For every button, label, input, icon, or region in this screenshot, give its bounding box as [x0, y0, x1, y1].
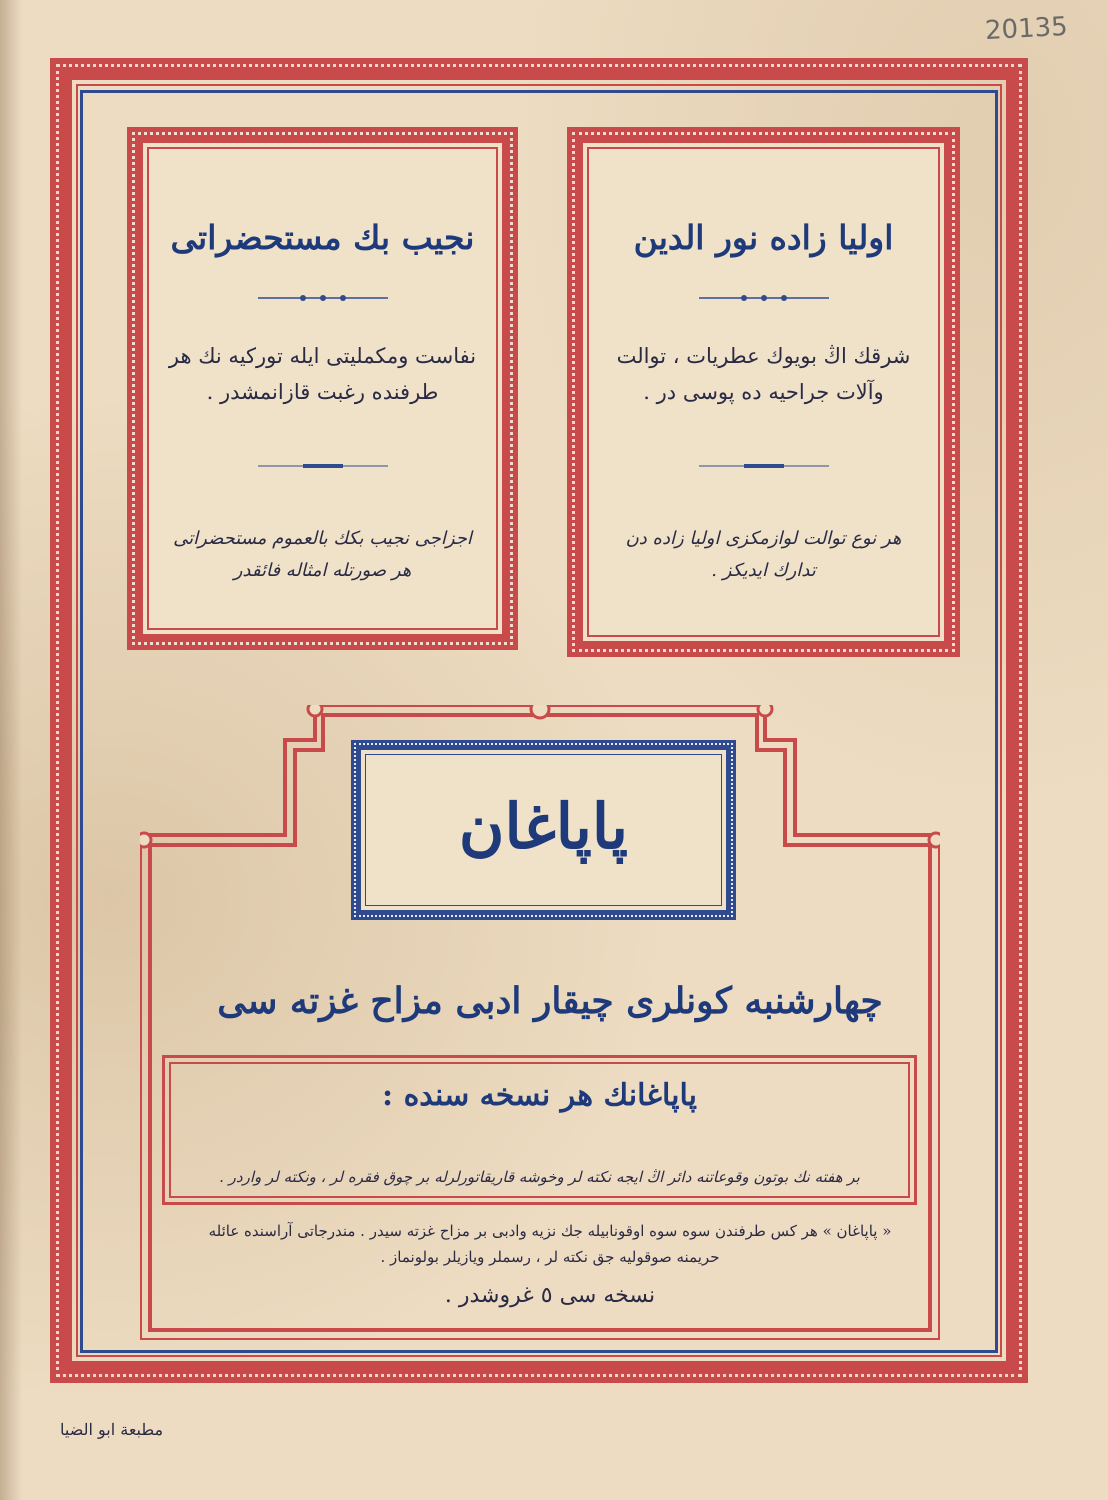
short-divider: [699, 463, 829, 469]
ad-title: نجيب بك مستحضراتى: [170, 218, 475, 257]
ad-necib-bey: [127, 127, 518, 650]
masthead-subtitle: چهارشنبه كونلرى چيقار ادبى مزاح غزته سى: [217, 980, 883, 1022]
short-divider: [258, 463, 388, 469]
ad-evliya-zade: [567, 127, 960, 657]
ad-text: شرقك اڭ بويوك عطريات ، توالت وآلات جراحيه ده پوسى در .: [616, 344, 911, 404]
printer-imprint: مطبعة ابو الضيا: [60, 1420, 164, 1439]
ornament-divider: [699, 291, 829, 305]
ad-note: اجزاجى نجيب بكك بالعموم مستحضراتى هر صورتله امثاله فائقدر: [173, 528, 472, 581]
content-box: [162, 1055, 917, 1205]
binding-shadow: [0, 0, 22, 1500]
ad-note: هر نوع توالت لوازمكزى اوليا زاده دن تدارك ايديكز .: [625, 528, 902, 581]
price-line: نسخه سى ٥ غروشدر .: [444, 1283, 656, 1308]
footer-line-1: « پاپاغان » هر كس طرفندن سوه سوه اوقونابيله جك نزيه وادبى بر مزاح غزته سيدر . مندرجاتى آراسنده عائله: [208, 1222, 892, 1240]
ad-text: نفاست ومكمليتى ايله توركيه نك هر طرفنده رغبت قازانمشدر .: [168, 344, 477, 404]
masthead-box: [351, 740, 736, 920]
content-line: بر هفته نك بوتون وقوعاتنه دائر اڭ ايجه نكته لر وخوشه قاريقاتورلرله بر چوق فقره لر ، ونكته لر واردر .: [219, 1168, 860, 1186]
footer-line-2: حريمنه صوقوليه جق نكته لر ، رسملر ويازيلر بولونماز .: [380, 1248, 720, 1266]
masthead-title: پاپاغان: [458, 790, 629, 863]
ad-title: اوليا زاده نور الدين: [633, 218, 894, 257]
ornament-divider: [258, 291, 388, 305]
content-heading: پاپاغانك هر نسخه سنده :: [382, 1078, 697, 1113]
archive-number: 20135: [984, 11, 1069, 47]
